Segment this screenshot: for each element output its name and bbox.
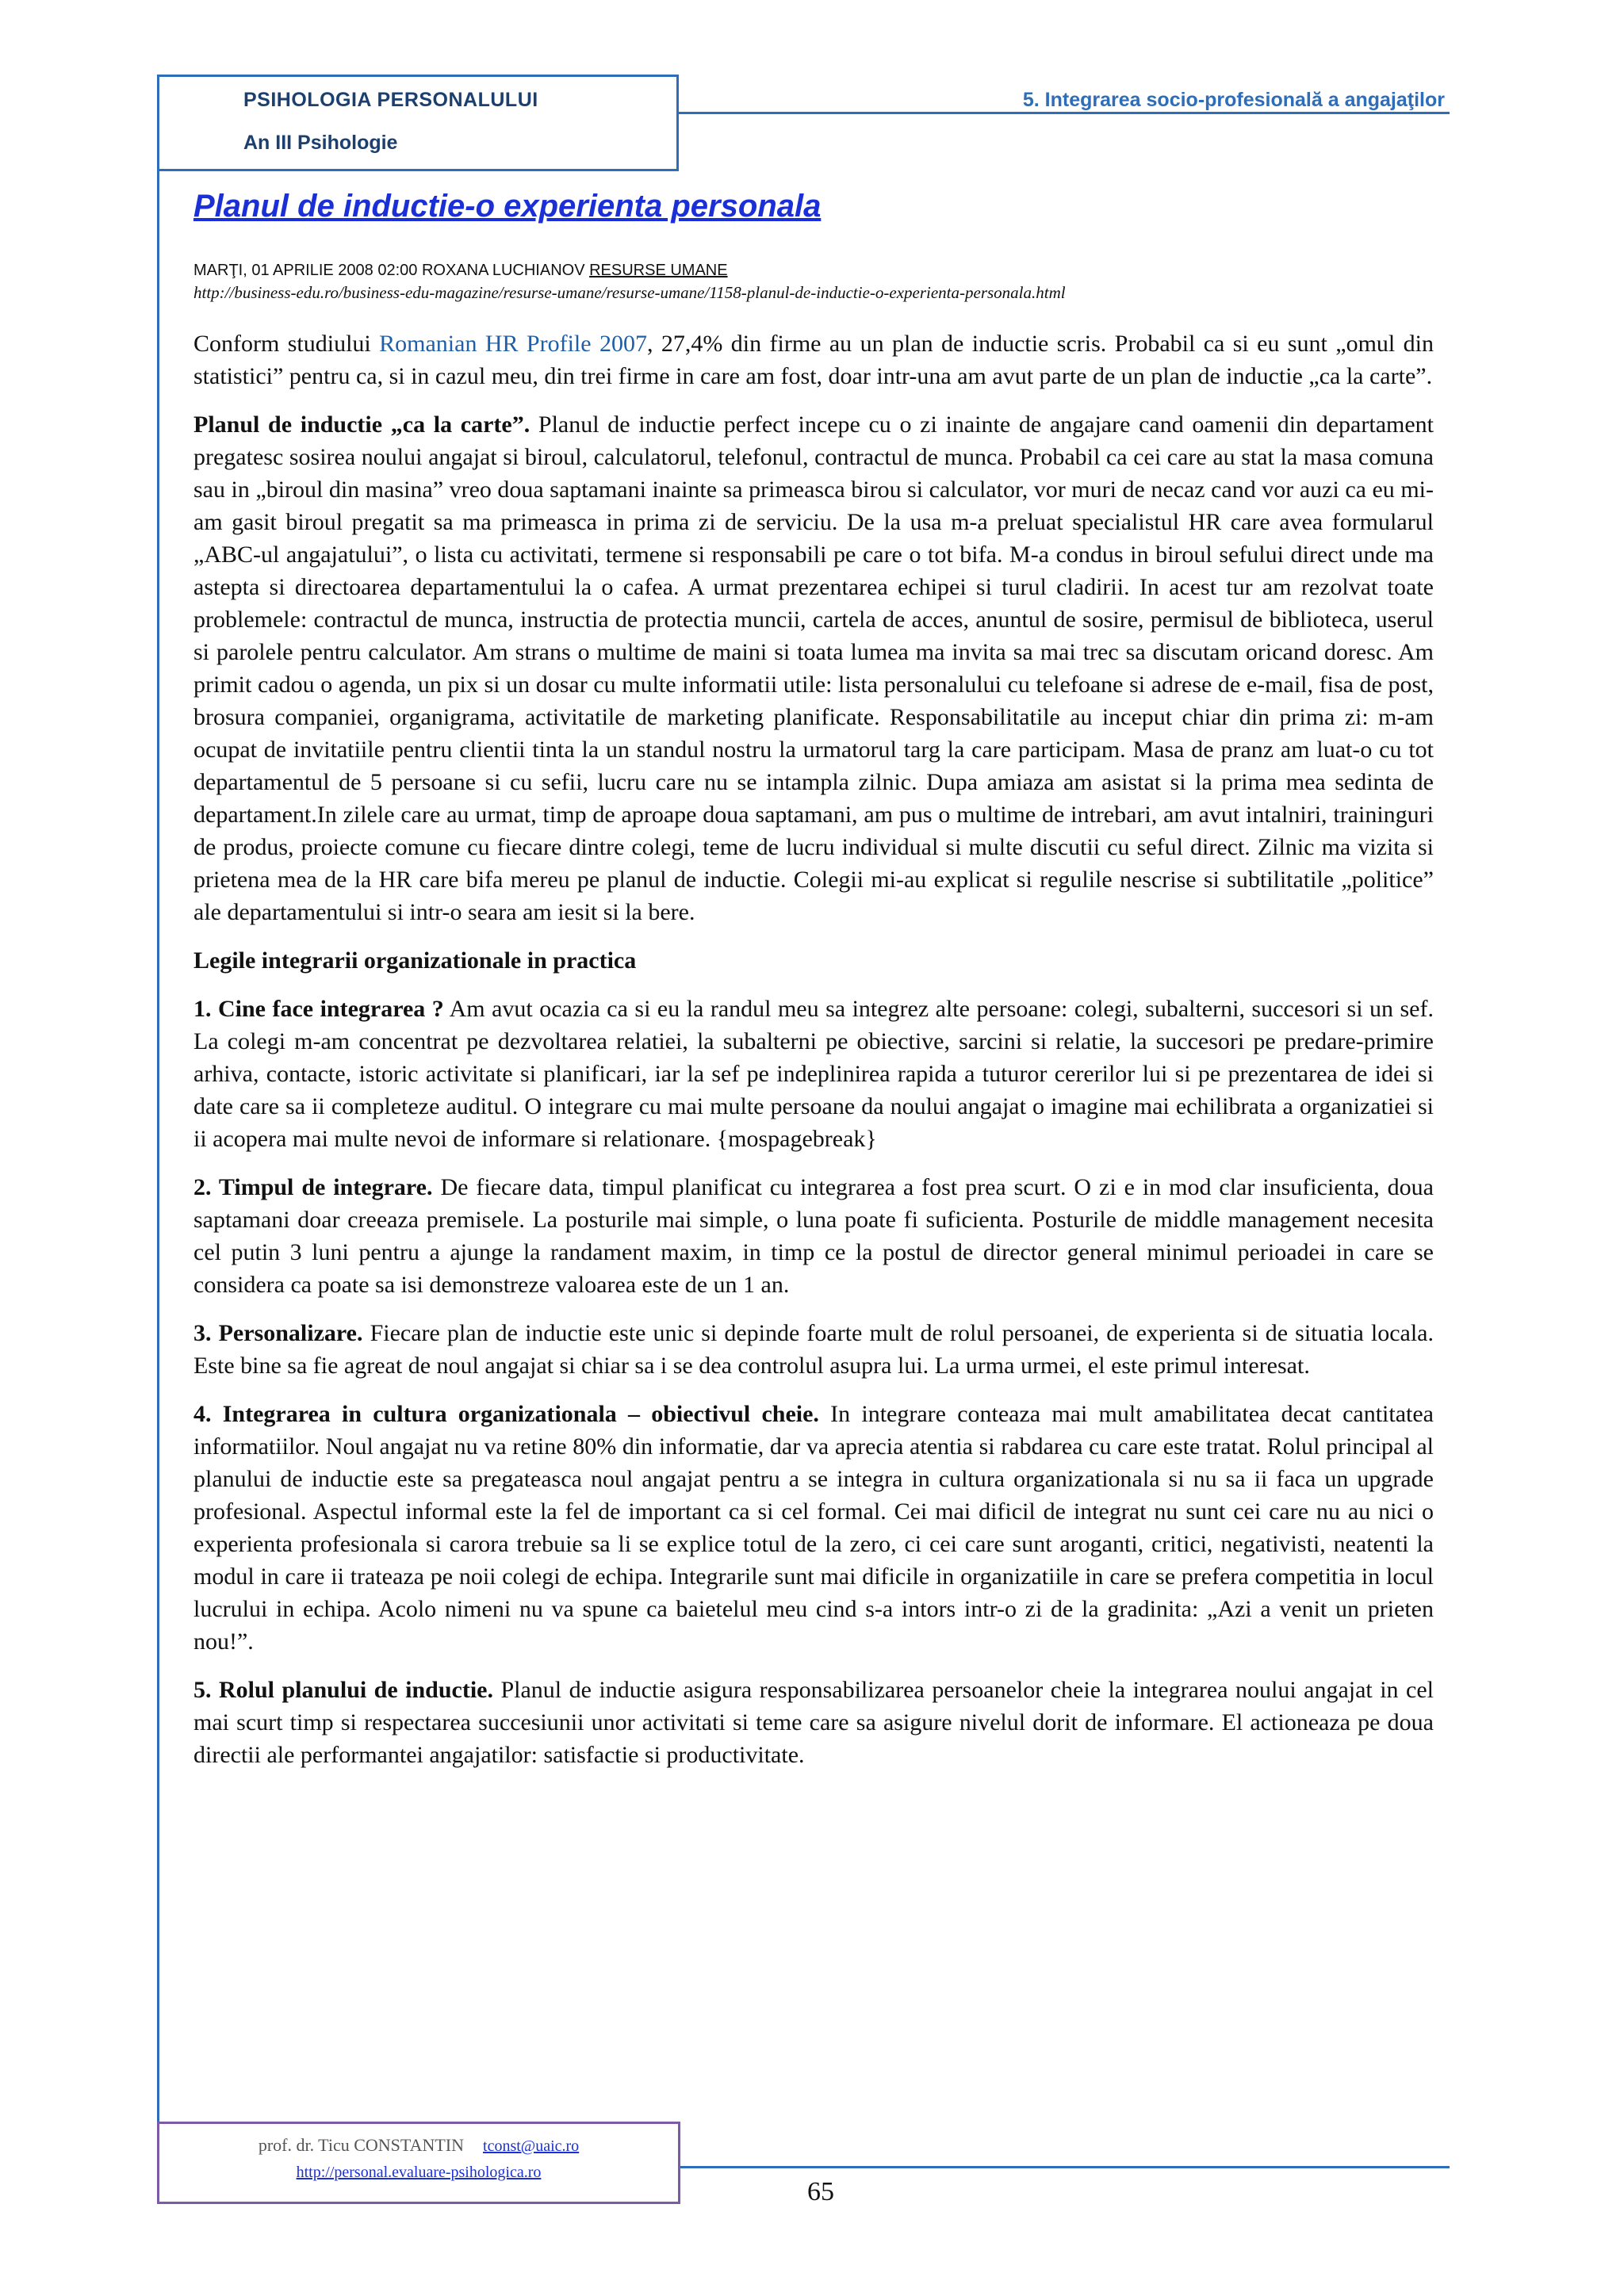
law-text: In integrare conteaza mai mult amabilitatea decat cantitatea informatiilor. Noul angajat nu va retine 80% din informatie, dar va aprecia atentia si rabdarea cu care este tratat. Rolul principal al planului de inductie este sa pregateasca noul angajat pentru a se integra in cultura organizationala si nu sa ii faca un upgrade profesional. Aspectul informal este la fel de important ca si cel formal. Cei mai dificil de integrat nu sunt cei care nu au nici o experienta profesionala si carora trebuie sa li se explice totul de la zero, ci cei care sunt aroganti, critici, negativisti, neatenti la modul in care ii trateaza pe noii colegi de echipa. Integrarile sunt mai dificile in organizatiile in care se prefera competitia in locul lucrului in echipa. Acolo nimeni nu va spune ca baietelul meu cind s-a intors intr-o zi de la gradinita: „Azi a venit un prieten nou!”. bbox=[193, 1401, 1434, 1655]
page-number: 65 bbox=[807, 2177, 834, 2206]
law-paragraph bbox=[193, 1674, 1434, 1771]
header-top-border bbox=[157, 75, 679, 77]
law-paragraph bbox=[193, 1317, 1434, 1382]
left-margin-rule bbox=[157, 171, 159, 2122]
law-lead: 2. Timpul de integrare. bbox=[193, 1174, 433, 1200]
law-text: Am avut ocazia ca si eu la randul meu sa integrez alte persoane: colegi, subalterni, succesori si un sef. La colegi m-am concentrat pe dezvoltarea relatiei, la subalterni pe obiective, sarcini si relatie, la succesori pe predare-primire arhiva, contacte, istoric activitate si planificari, iar la sef pe indeplinirea rapida a tuturor cererilor lui si pe prezentarea de idei si date care sa ii completeze auditul. O integrare cu mai multe persoane da noului angajat o imagine mai echilibrata a organizatiei si ii acopera mai multe nevoi de informare si relationare. {mospagebreak} bbox=[193, 996, 1434, 1152]
law-paragraph bbox=[193, 993, 1434, 1155]
plan-lead: Planul de inductie „ca la carte”. bbox=[193, 411, 530, 438]
law-text: Fiecare plan de inductie este unic si depinde foarte mult de rolul persoanei, de experienta si de situatia locala. Este bine sa fie agreat de noul angajat si chiar sa i se dea controlul asupra lui. La urma urmei, el este primul interesat. bbox=[193, 1320, 1434, 1379]
article bbox=[193, 189, 1434, 1787]
hr-profile-link[interactable]: Romanian HR Profile 2007 bbox=[379, 331, 647, 357]
law-lead: 3. Personalizare. bbox=[193, 1320, 363, 1346]
law-lead: 5. Rolul planului de inductie. bbox=[193, 1677, 493, 1703]
article-date-author: MARŢI, 01 APRILIE 2008 02:00 ROXANA LUCHIANOV bbox=[193, 262, 590, 279]
author-name: prof. dr. Ticu CONSTANTIN bbox=[258, 2135, 465, 2155]
footer-author-box bbox=[157, 2122, 680, 2204]
law-paragraph bbox=[193, 1398, 1434, 1658]
course-year: An III Psihologie bbox=[243, 132, 398, 154]
intro-before: Conform studiului bbox=[193, 331, 380, 357]
article-meta bbox=[193, 259, 1434, 281]
author-email-link[interactable]: tconst@uaic.ro bbox=[483, 2137, 580, 2155]
law-paragraph bbox=[193, 1171, 1434, 1301]
law-lead: 4. Integrarea in cultura organizationala – obiectivul cheie. bbox=[193, 1401, 819, 1427]
intro-paragraph bbox=[193, 327, 1434, 392]
footer-author-line bbox=[159, 2135, 678, 2156]
law-text: Planul de inductie asigura responsabilizarea persoanelor cheie la integrarea noului angajat in cel mai scurt timp si respectarea succesiunii unor activitati si teme care sa asigure nivelul dorit de informare. El actioneaza pe doua directii ale performantei angajatilor: satisfactie si productivitate. bbox=[193, 1677, 1434, 1768]
law-lead: 1. Cine face integrarea ? bbox=[193, 996, 444, 1022]
plan-paragraph bbox=[193, 408, 1434, 928]
category-link[interactable]: RESURSE UMANE bbox=[589, 262, 728, 279]
course-title: PSIHOLOGIA PERSONALULUI bbox=[243, 89, 538, 111]
author-website-link[interactable]: http://personal.evaluare-psihologica.ro bbox=[296, 2164, 542, 2181]
header-course-box bbox=[157, 75, 679, 171]
intro-after: , 27,4% din firme au un plan de inductie scris. Probabil ca si eu sunt „omul din statistici” pentru ca, si in cazul meu, din trei firme in care am fost, doar intr-una am avut parte de un plan de inductie „ca la carte”. bbox=[193, 331, 1434, 389]
source-url: http://business-edu.ro/business-edu-magazine/resurse-umane/resurse-umane/1158-planul-de-inductie-o-experienta-personala.html bbox=[193, 283, 1066, 302]
laws-heading: Legile integrarii organizationale in practica bbox=[193, 947, 637, 974]
law-text: De fiecare data, timpul planificat cu integrarea a fost prea scurt. O zi e in mod clar insuficienta, doua saptamani doar creeaza premisele. La posturile mai simple, o luna poate fi suficienta. Posturile de middle management necesita cel putin 3 luni pentru a ajunge la randament maxim, in timp ce la postul de director general minimul perioadei in care se considera ca poate sa isi demonstreze valoarea este de un 1 an. bbox=[193, 1174, 1434, 1298]
article-title[interactable]: Planul de inductie-o experienta personala bbox=[193, 189, 822, 224]
header-rule bbox=[679, 112, 1450, 114]
footer-rule bbox=[680, 2166, 1450, 2168]
chapter-title: 5. Integrarea socio-profesională a angajaţilor bbox=[1022, 89, 1445, 111]
plan-text: Planul de inductie perfect incepe cu o zi inainte de angajare cand oamenii din departament pregatesc sosirea noului angajat si biroul, calculatorul, telefonul, contractul de munca. Probabil ca cei care au stat la masa comuna sau in „biroul din masina” vreo doua saptamani inainte sa primeasca birou si calculator, vor muri de necaz cand vor auzi ca eu mi-am gasit biroul pregatit sa ma primeasca in prima zi de serviciu. De la usa m-a preluat specialistul HR care avea formularul „ABC-ul angajatului”, o lista cu activitati, termene si responsabili pe care o tot bifa. M-a condus in biroul sefului direct unde ma astepta si directoarea departamentului la o cafea. A urmat prezentarea echipei si turul cladirii. In acest tur am rezolvat toate problemele: contractul de munca, instructia de protectia muncii, cartela de acces, anuntul de sosire, permisul de biblioteca, userul si parolele pentru calculator. Am strans o multime de maini si toata lumea ma invita sa mai trec sa discutam oricand doresc. Am primit cadou o agenda, un pix si un dosar cu multe informatii utile: lista personalului cu telefoane si adrese de e-mail, fisa de post, brosura companiei, organigrama, activitatile de marketing planificate. Responsabilitatile au inceput chiar din prima zi: m-am ocupat de invitatiile pentru clientii tinta la un standul nostru la urmatorul targ la care participam. Masa de pranz am luat-o cu tot departamentul de 5 persoane si cu sefii, lucru care nu se intampla zilnic. Dupa amiaza am asistat si la prima mea sedinta de departament.In zilele care au urmat, timp de aproape doua saptamani, am pus o multime de intrebari, am avut intalniri, traininguri de produs, proiecte comune cu fiecare dintre colegi, teme de lucru individual si multe discutii cu seful direct. Zilnic ma vizita si prietena mea de la HR care bifa mereu pe planul de inductie. Colegii mi-au explicat si regulile nescrise si subtilitatile „politice” ale departamentului si intr-o seara am iesit si la bere. bbox=[193, 411, 1434, 925]
